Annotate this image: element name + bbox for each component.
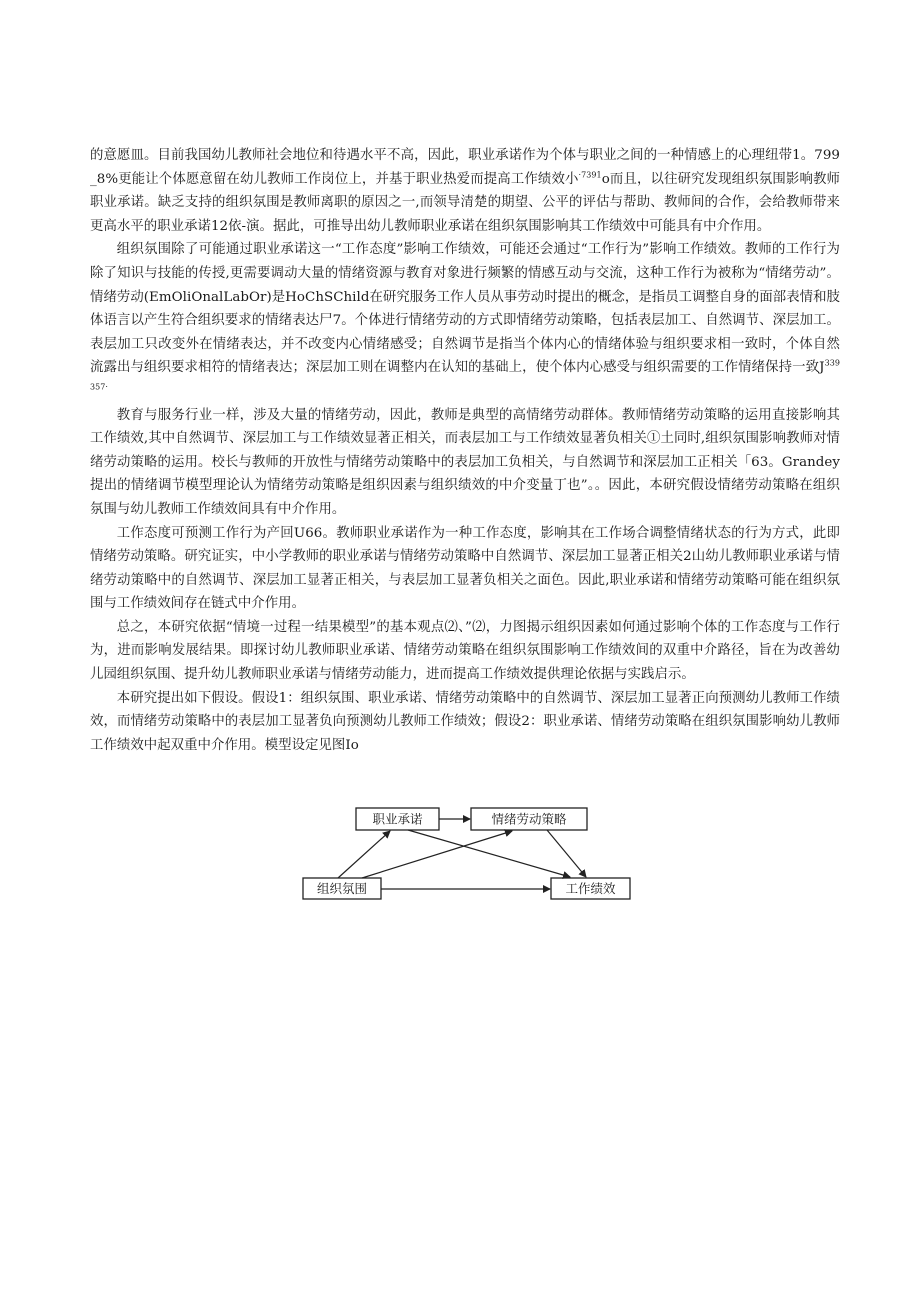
- paragraph-6: [90, 687, 840, 758]
- paragraph-4: [90, 522, 840, 616]
- node-label-strategy: 情绪劳动策略: [491, 811, 567, 827]
- paragraph-3: [90, 404, 840, 522]
- paragraph-2-citation: 339357·: [90, 358, 840, 392]
- paragraph-6-text: 本研究提出如下假设。假设1：组织氛围、职业承诺、情绪劳动策略中的自然调节、深层加工显著正向预测幼儿教师工作绩效，而情绪劳动策略中的表层加工显著负向预测幼儿教师工作绩效；假设2：职业承诺、情绪劳动策略在组织氛围影响幼儿教师工作绩效中起双重中介作用。模型设定见图Io: [90, 690, 840, 753]
- model-diagram: [300, 801, 632, 901]
- model-diagram-svg: [300, 801, 632, 901]
- node-label-performance: 工作绩效: [565, 881, 616, 896]
- node-label-commitment: 职业承诺: [372, 811, 423, 827]
- paragraph-5-text: 总之，本研究依据“情境一过程一结果模型”的基本观点⑵、”⑵，力图揭示组织因素如何通过影响个体的工作态度与工作行为，进而影响发展结果。即探讨幼儿教师职业承诺、情绪劳动策略在组织氛围影响工作绩效间的双重中介路径，旨在为改善幼儿园组织氛围、提升幼儿教师职业承诺与情绪劳动能力，进而提高工作绩效提供理论依据与实践启示。: [90, 619, 840, 683]
- paragraph-1-citation: ·7391: [578, 170, 602, 180]
- paragraph-2-text: 组织氛围除了可能通过职业承诺这一“工作态度”影响工作绩效，可能还会通过“工作行为”影响工作绩效。教师的工作行为除了知识与技能的传授,更需要调动大量的情绪资源与教育对象进行频繁的情感互动与交流，这种工作行为被称为“情绪劳动”。情绪劳动(EmOliOnalLabOr)是HoChSChild在研究服务工作人员从事劳动时提出的概念，是指员工调整自身的面部表情和肢体语言以产生符合组织要求的情绪表达尸7。个体进行情绪劳动的方式即情绪劳动策略，包括表层加工、自然调节、深层加工。表层加工只改变外在情绪表达，并不改变内心情绪感受；自然调节是指当个体内心的情绪体验与组织要求相一致时，个体自然流露出与组织要求相符的情绪表达；深层加工则在调整内在认知的基础上，使个体内心感受与组织需要的工作情绪保持一致J: [90, 242, 840, 376]
- arrow-strategy-to-performance: [547, 830, 586, 877]
- node-label-climate: 组织氛围: [316, 881, 368, 896]
- paragraph-2: [90, 238, 840, 403]
- arrow-commitment-to-performance: [408, 830, 570, 877]
- paragraph-4-text: 工作态度可预测工作行为产回U66。教师职业承诺作为一种工作态度，影响其在工作场合调整情绪状态的行为方式，此即情绪劳动策略。研究证实，中小学教师的职业承诺与情绪劳动策略中自然调节、深层加工显著正相关2山幼儿教师职业承诺与情绪劳动策略中的自然调节、深层加工显著正相关，与表层加工显著负相关之面色。因此,职业承诺和情绪劳动策略可能在组织氛围与工作绩效间存在链式中介作用。: [90, 525, 840, 612]
- paragraph-3-text: 教育与服务行业一样，涉及大量的情绪劳动，因此，教师是典型的高情绪劳动群体。教师情绪劳动策略的运用直接影响其工作绩效,其中自然调节、深层加工与工作绩效显著正相关，而表层加工与工作绩效显著负相关①土同时,组织氛围影响教师对情绪劳动策略的运用。校长与教师的开放性与情绪劳动策略中的表层加工负相关，与自然调节和深层加工正相关「63。Grandey提出的情绪调节模型理论认为情绪劳动策略是组织因素与组织绩效的中介变量丁也”。。因此，本研究假设情绪劳动策略在组织氛围与幼儿教师工作绩效间具有中介作用。: [90, 407, 840, 517]
- paragraph-1-text-continued: o而且，以往研究发现组织氛围影响教师职业承诺。缺乏支持的组织氛围是教师离职的原因之一,而领导清楚的期望、公平的评估与帮助、教师间的合作，会给教师带来更高水平的职业承诺12依-演。据此，可推导出幼儿教师职业承诺在组织氛围影响其工作绩效中可能具有中介作用。: [90, 171, 840, 234]
- paragraph-1: [90, 144, 840, 238]
- article-body: [90, 144, 840, 757]
- paragraph-5: [90, 616, 840, 687]
- arrow-climate-to-commitment: [338, 831, 390, 878]
- paragraph-1-text: 的意愿皿。目前我国幼儿教师社会地位和待遇水平不高，因此，职业承诺作为个体与职业之间的一种情感上的心理纽带1。799_8%更能让个体愿意留在幼儿教师工作岗位上，并基于职业热爱而提高工作绩效小: [90, 148, 840, 187]
